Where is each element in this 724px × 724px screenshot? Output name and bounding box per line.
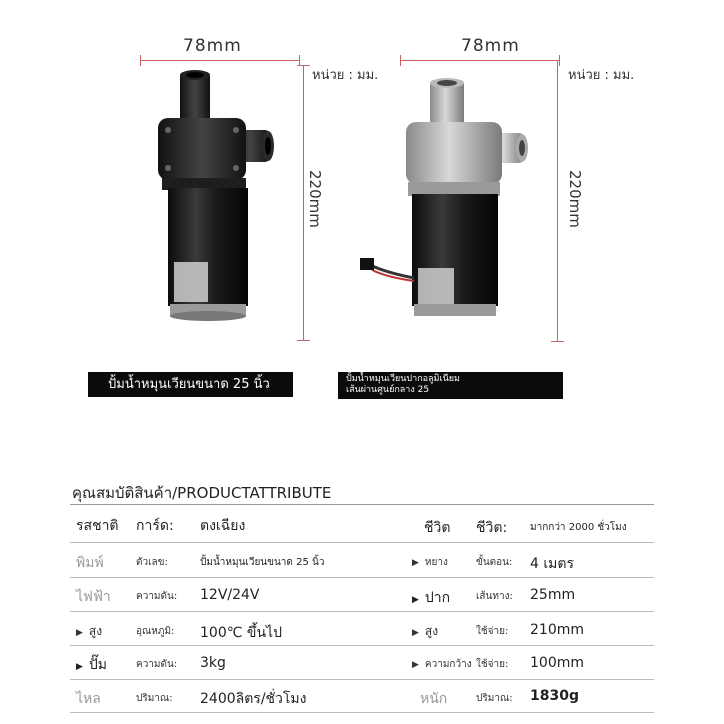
play-arrow-icon: ▶	[76, 628, 83, 638]
right-height-label: 220mm	[566, 170, 584, 228]
row3-col4-text: สูง	[424, 624, 439, 638]
left-caption-banner	[88, 372, 293, 397]
row5-col1: ไหล	[76, 691, 101, 707]
right-unit-label: หน่วย : มม.	[568, 68, 635, 83]
play-arrow-icon: ▶	[412, 595, 419, 605]
right-caption-banner	[338, 372, 563, 399]
row1-col6: 4 เมตร	[530, 556, 574, 572]
row0-col5: ชีวิต:	[476, 520, 508, 536]
row1-col3: ปั้มน้ำหมุนเวียนขนาด 25 นิ้ว	[200, 557, 325, 568]
row-rule	[70, 679, 654, 680]
right-caption-line1: ปั้มน้ำหมุนเวียนปากอลูมิเนียม	[346, 374, 460, 384]
row3-col1-text: สูง	[88, 624, 103, 638]
row3-col2: อุณหภูมิ:	[136, 626, 175, 637]
right-caption-line2: เส้นผ่านศูนย์กลาง 25	[346, 385, 430, 395]
row5-col3: 2400ลิตร/ชั่วโมง	[200, 691, 307, 707]
row0-col2: การ์ด:	[136, 518, 174, 534]
aluminum-pump-image	[358, 78, 528, 326]
row-rule	[70, 577, 654, 578]
row-rule	[70, 645, 654, 646]
row0-col6: มากกว่า 2000 ชั่วโมง	[530, 522, 627, 533]
row2-col4-text: ปาก	[424, 590, 451, 606]
row1-col4-text: หยาง	[424, 557, 448, 568]
section-title: คุณสมบัติสินค้า/PRODUCTATTRIBUTE	[72, 484, 332, 502]
row4-col1	[76, 654, 107, 676]
left-caption: ปั้มน้ำหมุนเวียนขนาด 25 นิ้ว	[108, 377, 270, 392]
row0-col4: ชีวิต	[424, 520, 451, 536]
row5-col6: 1830g	[530, 688, 579, 704]
left-width-line	[140, 60, 300, 61]
row1-col1: พิมพ์	[76, 555, 104, 571]
row3-col5: ใช้จ่าย:	[476, 626, 509, 637]
row3-col6: 210mm	[530, 622, 584, 638]
row4-col6: 100mm	[530, 655, 584, 671]
row2-col5: เส้นทาง:	[476, 591, 513, 602]
row4-col3: 3kg	[200, 655, 226, 671]
row4-col1-text: ปั๊ม	[88, 657, 108, 673]
row1-col4	[412, 555, 448, 570]
row2-col3: 12V/24V	[200, 587, 260, 603]
left-height-label: 220mm	[306, 170, 324, 228]
title-rule	[70, 504, 654, 505]
row4-col4	[412, 657, 472, 672]
row3-col3: 100℃ ขึ้นไป	[200, 625, 282, 641]
right-width-cap-r	[559, 55, 560, 66]
row-rule	[70, 611, 654, 612]
row0-col1: รสชาติ	[76, 518, 119, 534]
left-height-cap-b	[297, 340, 310, 341]
right-width-cap-l	[400, 55, 401, 66]
row5-col4: หนัก	[420, 691, 448, 707]
row1-col5: ขั้นตอน:	[476, 557, 513, 568]
left-width-cap-l	[140, 55, 141, 66]
row5-col2: ปริมาณ:	[136, 693, 173, 704]
row2-col6: 25mm	[530, 587, 576, 603]
row2-col2: ความดัน:	[136, 591, 178, 602]
left-unit-label: หน่วย : มม.	[312, 68, 379, 83]
row2-col1: ไฟฟ้า	[76, 589, 111, 605]
right-width-label: 78mm	[461, 36, 520, 56]
left-width-label: 78mm	[183, 36, 242, 56]
right-height-cap-b	[551, 341, 564, 342]
right-width-line	[400, 60, 560, 61]
left-height-line	[303, 65, 304, 341]
row2-col4	[412, 587, 450, 609]
play-arrow-icon: ▶	[412, 558, 419, 568]
row3-col1	[76, 622, 102, 641]
row-rule	[70, 542, 654, 543]
play-arrow-icon: ▶	[412, 660, 419, 670]
row4-col5: ใช้จ่าย:	[476, 659, 509, 670]
row0-col3: ตงเฉียง	[200, 518, 246, 534]
play-arrow-icon: ▶	[412, 628, 419, 638]
row-rule	[70, 712, 654, 713]
right-height-line	[557, 60, 558, 342]
black-pump-image	[150, 70, 280, 325]
row4-col2: ความดัน:	[136, 659, 178, 670]
row3-col4	[412, 622, 438, 641]
left-height-cap-t	[297, 65, 310, 66]
play-arrow-icon: ▶	[76, 662, 83, 672]
row1-col2: ตัวเลข:	[136, 557, 168, 568]
row4-col4-text: ความกว้าง	[424, 659, 472, 670]
row5-col5: ปริมาณ:	[476, 693, 513, 704]
